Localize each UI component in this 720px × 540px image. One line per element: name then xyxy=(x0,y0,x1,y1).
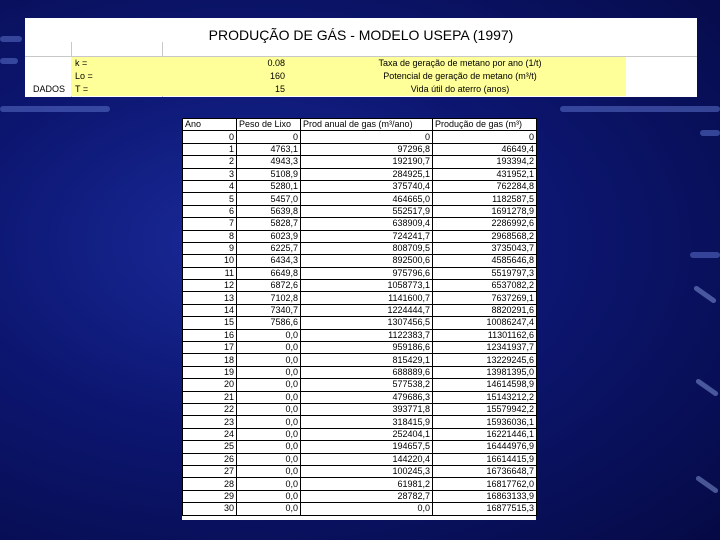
cell-peso-lixo: 6649,8 xyxy=(237,267,301,279)
param-row-lo xyxy=(25,70,697,83)
cell-prod-anual: 1058773,1 xyxy=(301,280,433,292)
table-row xyxy=(183,478,537,490)
cell-peso-lixo: 0,0 xyxy=(237,342,301,354)
cell-ano: 6 xyxy=(183,205,237,217)
background-stripe xyxy=(0,36,22,42)
cell-peso-lixo: 5828,7 xyxy=(237,218,301,230)
cell-prod-anual: 192190,7 xyxy=(301,156,433,168)
cell-ano: 8 xyxy=(183,230,237,242)
cell-peso-lixo: 0,0 xyxy=(237,428,301,440)
cell-producao: 16877515,3 xyxy=(433,503,537,515)
cell-peso-lixo: 0,0 xyxy=(237,416,301,428)
cell-prod-anual: 959186,6 xyxy=(301,342,433,354)
table-row xyxy=(183,354,537,366)
cell-peso-lixo: 7340,7 xyxy=(237,304,301,316)
table-row xyxy=(183,131,537,143)
table-row xyxy=(183,503,537,515)
cell-peso-lixo: 4763,1 xyxy=(237,143,301,155)
background-slash xyxy=(695,475,719,494)
table-row xyxy=(183,180,537,192)
table-row xyxy=(183,304,537,316)
param-description: Taxa de geração de metano por ano (1/t) xyxy=(378,58,542,68)
cell-prod-anual: 97296,8 xyxy=(301,143,433,155)
cell-ano: 4 xyxy=(183,180,237,192)
cell-ano: 29 xyxy=(183,490,237,502)
gas-production-table xyxy=(182,118,536,520)
table-row xyxy=(183,490,537,502)
cell-prod-anual: 808709,5 xyxy=(301,242,433,254)
cell-producao: 46649,4 xyxy=(433,143,537,155)
cell-producao: 1182587,5 xyxy=(433,193,537,205)
table-row xyxy=(183,379,537,391)
table-row xyxy=(183,205,537,217)
cell-peso-lixo: 6023,9 xyxy=(237,230,301,242)
table-row xyxy=(183,416,537,428)
cell-peso-lixo: 7102,8 xyxy=(237,292,301,304)
cell-prod-anual: 0 xyxy=(301,131,433,143)
sheet-title: PRODUÇÃO DE GÁS - MODELO USEPA (1997) xyxy=(208,27,514,43)
cell-prod-anual: 144220,4 xyxy=(301,453,433,465)
background-slash xyxy=(693,285,717,304)
cell-ano: 11 xyxy=(183,267,237,279)
cell-peso-lixo: 0,0 xyxy=(237,379,301,391)
table-row xyxy=(183,391,537,403)
cell-ano: 17 xyxy=(183,342,237,354)
cell-producao: 15579942,2 xyxy=(433,403,537,415)
param-value: 15 xyxy=(274,84,285,94)
cell-peso-lixo: 6872,6 xyxy=(237,280,301,292)
table-row xyxy=(183,218,537,230)
cell-producao: 16614415,9 xyxy=(433,453,537,465)
cell-peso-lixo: 0,0 xyxy=(237,441,301,453)
table-row xyxy=(183,342,537,354)
background-stripe xyxy=(0,106,110,112)
param-label: k = xyxy=(75,58,88,68)
table-row xyxy=(183,453,537,465)
param-description: Vida útil do aterro (anos) xyxy=(410,84,510,94)
cell-ano: 26 xyxy=(183,453,237,465)
cell-ano: 1 xyxy=(183,143,237,155)
param-row-t xyxy=(25,83,697,96)
cell-peso-lixo: 0,0 xyxy=(237,465,301,477)
cell-producao: 193394,2 xyxy=(433,156,537,168)
table-row xyxy=(183,193,537,205)
section-label: DADOS xyxy=(33,84,66,94)
cell-producao: 1691278,9 xyxy=(433,205,537,217)
cell-peso-lixo: 0,0 xyxy=(237,391,301,403)
cell-peso-lixo: 0,0 xyxy=(237,403,301,415)
cell-producao: 15936036,1 xyxy=(433,416,537,428)
cell-prod-anual: 577538,2 xyxy=(301,379,433,391)
column-header-producao: Produção de gas (m³) xyxy=(433,119,537,131)
cell-peso-lixo: 0,0 xyxy=(237,329,301,341)
cell-prod-anual: 552517,9 xyxy=(301,205,433,217)
cell-producao: 2968568,2 xyxy=(433,230,537,242)
cell-ano: 15 xyxy=(183,317,237,329)
cell-producao: 8820291,6 xyxy=(433,304,537,316)
cell-ano: 5 xyxy=(183,193,237,205)
table-row xyxy=(183,242,537,254)
cell-peso-lixo: 0,0 xyxy=(237,453,301,465)
cell-prod-anual: 1224444,7 xyxy=(301,304,433,316)
table-row xyxy=(183,329,537,341)
cell-prod-anual: 975796,6 xyxy=(301,267,433,279)
param-description: Potencial de geração de metano (m³/t) xyxy=(383,71,537,81)
cell-prod-anual: 375740,4 xyxy=(301,180,433,192)
cell-ano: 10 xyxy=(183,255,237,267)
table-row xyxy=(183,168,537,180)
table-row xyxy=(183,230,537,242)
table-row xyxy=(183,465,537,477)
cell-ano: 28 xyxy=(183,478,237,490)
param-label: Lo = xyxy=(75,71,93,81)
param-row-k xyxy=(25,57,697,70)
cell-ano: 24 xyxy=(183,428,237,440)
table-row xyxy=(183,428,537,440)
column-header-peso: Peso de Lixo xyxy=(237,119,301,131)
cell-prod-anual: 100245,3 xyxy=(301,465,433,477)
table-row xyxy=(183,292,537,304)
table-row xyxy=(183,366,537,378)
cell-prod-anual: 724241,7 xyxy=(301,230,433,242)
cell-producao: 16444976,9 xyxy=(433,441,537,453)
cell-producao: 16863133,9 xyxy=(433,490,537,502)
cell-peso-lixo: 6225,7 xyxy=(237,242,301,254)
cell-producao: 7637269,1 xyxy=(433,292,537,304)
cell-producao: 3735043,7 xyxy=(433,242,537,254)
background-stripe xyxy=(560,106,720,112)
cell-prod-anual: 892500,6 xyxy=(301,255,433,267)
cell-ano: 13 xyxy=(183,292,237,304)
cell-ano: 19 xyxy=(183,366,237,378)
background-slash xyxy=(695,378,719,397)
cell-peso-lixo: 5108,9 xyxy=(237,168,301,180)
cell-prod-anual: 0,0 xyxy=(301,503,433,515)
cell-ano: 27 xyxy=(183,465,237,477)
cell-peso-lixo: 0,0 xyxy=(237,503,301,515)
cell-producao: 15143212,2 xyxy=(433,391,537,403)
cell-prod-anual: 479686,3 xyxy=(301,391,433,403)
cell-peso-lixo: 0,0 xyxy=(237,366,301,378)
cell-prod-anual: 252404,1 xyxy=(301,428,433,440)
cell-ano: 7 xyxy=(183,218,237,230)
cell-producao: 16736648,7 xyxy=(433,465,537,477)
cell-prod-anual: 28782,7 xyxy=(301,490,433,502)
header-sheet xyxy=(25,18,697,97)
param-value: 0.08 xyxy=(267,58,285,68)
cell-ano: 9 xyxy=(183,242,237,254)
cell-ano: 30 xyxy=(183,503,237,515)
cell-producao: 5519797,3 xyxy=(433,267,537,279)
table-row xyxy=(183,280,537,292)
cell-producao: 11301162,6 xyxy=(433,329,537,341)
cell-producao: 431952,1 xyxy=(433,168,537,180)
cell-ano: 18 xyxy=(183,354,237,366)
cell-prod-anual: 194657,5 xyxy=(301,441,433,453)
cell-producao: 16221446,1 xyxy=(433,428,537,440)
table-row xyxy=(183,403,537,415)
table-row xyxy=(183,255,537,267)
cell-producao: 2286992,6 xyxy=(433,218,537,230)
param-value: 160 xyxy=(269,71,285,81)
cell-ano: 0 xyxy=(183,131,237,143)
cell-ano: 25 xyxy=(183,441,237,453)
table-row xyxy=(183,156,537,168)
table-row xyxy=(183,317,537,329)
cell-peso-lixo: 7586,6 xyxy=(237,317,301,329)
table-row xyxy=(183,441,537,453)
cell-producao: 14614598,9 xyxy=(433,379,537,391)
cell-producao: 13229245,6 xyxy=(433,354,537,366)
cell-ano: 20 xyxy=(183,379,237,391)
cell-prod-anual: 284925,1 xyxy=(301,168,433,180)
cell-prod-anual: 638909,4 xyxy=(301,218,433,230)
cell-ano: 3 xyxy=(183,168,237,180)
cell-ano: 16 xyxy=(183,329,237,341)
cell-prod-anual: 688889,6 xyxy=(301,366,433,378)
cell-peso-lixo: 5639,8 xyxy=(237,205,301,217)
cell-prod-anual: 1122383,7 xyxy=(301,329,433,341)
cell-prod-anual: 1307456,5 xyxy=(301,317,433,329)
cell-producao: 10086247,4 xyxy=(433,317,537,329)
cell-producao: 4585646,8 xyxy=(433,255,537,267)
background-stripe xyxy=(690,252,720,258)
cell-producao: 762284,8 xyxy=(433,180,537,192)
cell-prod-anual: 464665,0 xyxy=(301,193,433,205)
cell-producao: 13981395,0 xyxy=(433,366,537,378)
cell-prod-anual: 1141600,7 xyxy=(301,292,433,304)
cell-ano: 14 xyxy=(183,304,237,316)
table-header-row xyxy=(183,119,537,131)
cell-producao: 16817762,0 xyxy=(433,478,537,490)
table-row xyxy=(183,143,537,155)
cell-prod-anual: 61981,2 xyxy=(301,478,433,490)
cell-peso-lixo: 4943,3 xyxy=(237,156,301,168)
cell-producao: 6537082,2 xyxy=(433,280,537,292)
cell-peso-lixo: 5280,1 xyxy=(237,180,301,192)
cell-ano: 23 xyxy=(183,416,237,428)
column-header-ano: Ano xyxy=(183,119,237,131)
cell-producao: 0 xyxy=(433,131,537,143)
cell-peso-lixo: 0,0 xyxy=(237,490,301,502)
table-row xyxy=(183,267,537,279)
cell-ano: 22 xyxy=(183,403,237,415)
background-stripe xyxy=(700,130,720,136)
cell-peso-lixo: 0 xyxy=(237,131,301,143)
column-header-prod-anual: Prod anual de gas (m³/ano) xyxy=(301,119,433,131)
background-stripe xyxy=(0,58,18,64)
cell-prod-anual: 393771,8 xyxy=(301,403,433,415)
cell-prod-anual: 318415,9 xyxy=(301,416,433,428)
cell-peso-lixo: 0,0 xyxy=(237,478,301,490)
cell-ano: 12 xyxy=(183,280,237,292)
param-label: T = xyxy=(75,84,89,94)
cell-peso-lixo: 0,0 xyxy=(237,354,301,366)
cell-ano: 21 xyxy=(183,391,237,403)
cell-prod-anual: 815429,1 xyxy=(301,354,433,366)
cell-peso-lixo: 5457,0 xyxy=(237,193,301,205)
cell-ano: 2 xyxy=(183,156,237,168)
cell-peso-lixo: 6434,3 xyxy=(237,255,301,267)
cell-producao: 12341937,7 xyxy=(433,342,537,354)
